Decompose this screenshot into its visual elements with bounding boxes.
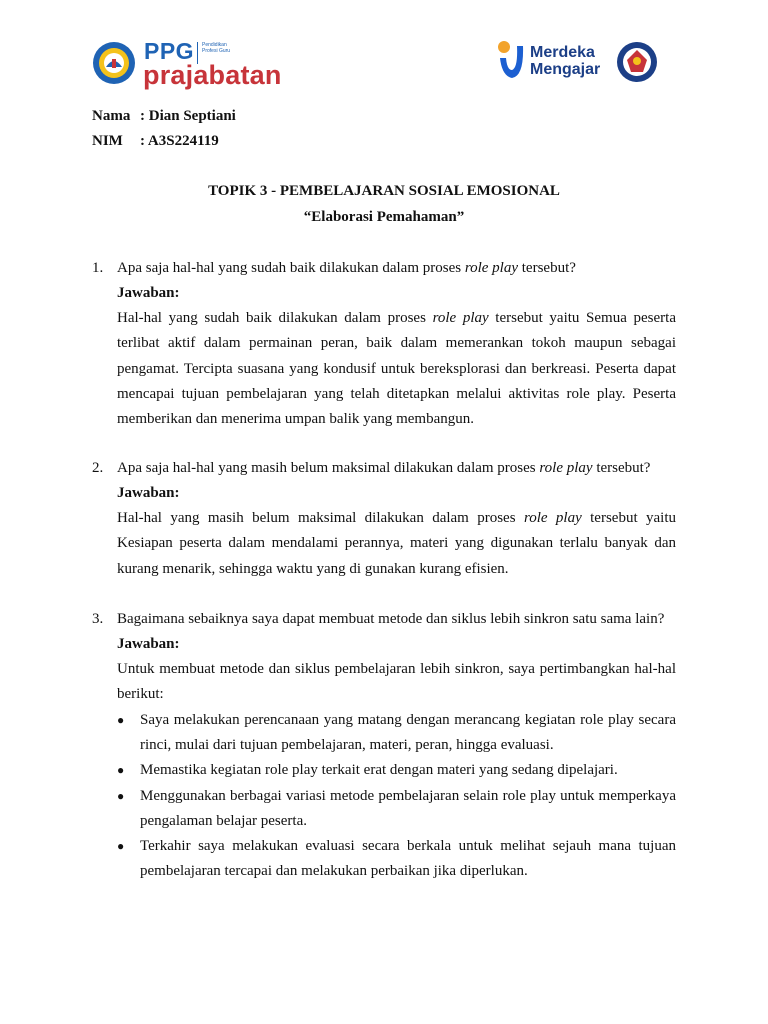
logo-small-text: Pendidikan Profesi Guru: [202, 42, 231, 54]
question-text-part: tersebut?: [592, 460, 651, 476]
answer-label: Jawaban:: [117, 285, 180, 301]
nim-label: NIM: [92, 133, 123, 149]
answer-text-part: Hal-hal yang masih belum maksimal dilakukan dalam proses: [117, 510, 524, 526]
ppg-prajabatan-logo: [92, 38, 282, 90]
merdeka-mengajar-icon: [496, 40, 526, 80]
question-italic-term: role play: [539, 460, 593, 476]
question-number: 1.: [92, 260, 104, 276]
document-subtitle: “Elaborasi Pemahaman”: [303, 209, 465, 225]
list-item: [117, 834, 676, 884]
answer-text-part: tersebut yaitu Semua peserta terlibat aktif dalam permainan peran, baik dalam memerankan tokoh maupun sebagai pengamat. Tercipta suasana yang kondusif untuk bereksplorasi dan berkreasi. Peserta dapat mencapai tujuan pembelajaran yang telah ditetapkan melalui aktivitas role play. Peserta memberikan dan menerima umpan balik yang membangun.: [117, 310, 676, 428]
question-text: [117, 260, 576, 277]
question-text: Bagaimana sebaiknya saya dapat membuat metode dan siklus lebih sinkron satu sama lain?: [117, 611, 665, 627]
document-title: TOPIK 3 - PEMBELAJARAN SOSIAL EMOSIONAL: [208, 183, 560, 199]
question-italic-term: role play: [464, 260, 518, 276]
merdeka-mengajar-text: [530, 44, 600, 78]
answer-2-text: [117, 506, 676, 582]
bullet-icon: ●: [117, 713, 125, 727]
list-item-text: Memastika kegiatan role play terkait erat dengan materi yang sedang dipelajari.: [140, 762, 618, 778]
merdeka-mengajar-logo: [494, 38, 660, 88]
tut-wuri-handayani-seal-icon: [92, 41, 136, 85]
name-value: : Dian Septiani: [140, 108, 236, 124]
list-item-text: Menggunakan berbagai variasi metode pembelajaran selain role play untuk memperkaya pengalaman belajar peserta.: [140, 788, 676, 829]
question-text-part: tersebut?: [518, 260, 576, 276]
university-seal-icon: [616, 38, 658, 86]
list-item-text: Terkahir saya melakukan evaluasi secara berkala untuk melihat sejauh mana tujuan pembelajaran tercapai dan melakukan perbaikan jika diperlukan.: [140, 838, 676, 879]
answer-italic-term: role play: [523, 510, 582, 526]
logo-ppg-text: PPG: [144, 38, 195, 64]
logo-prajabatan-text: prajabatan: [143, 60, 282, 90]
nim-line: [92, 133, 219, 150]
bullet-icon: ●: [117, 839, 125, 853]
name-label: Nama: [92, 108, 131, 124]
bullet-icon: ●: [117, 789, 125, 803]
list-item-text: Saya melakukan perencanaan yang matang dengan merancang kegiatan role play secara rinci, mulai dari tujuan pembelajaran, materi, peran, hingga evaluasi.: [140, 712, 676, 753]
list-item: [117, 708, 676, 758]
list-item: [117, 758, 676, 783]
answer-italic-term: role play: [432, 310, 489, 326]
question-number: 2.: [92, 460, 104, 476]
answer-3-text: Untuk membuat metode dan siklus pembelajaran lebih sinkron, saya pertimbangkan hal-hal berikut:: [117, 661, 676, 703]
answer-label: Jawaban:: [117, 636, 180, 652]
logo-merdeka-text: Merdeka: [530, 44, 595, 61]
question-number: 3.: [92, 611, 104, 627]
question-text-part: Apa saja hal-hal yang sudah baik dilakukan dalam proses: [117, 260, 465, 276]
logo-mengajar-text: Mengajar: [530, 61, 601, 78]
nim-value: : A3S224119: [140, 133, 219, 149]
answer-label: Jawaban:: [117, 485, 180, 501]
answer-1-text: [117, 306, 676, 432]
name-line: [92, 108, 236, 125]
question-text: [117, 460, 650, 477]
question-text-part: Apa saja hal-hal yang masih belum maksimal dilakukan dalam proses: [117, 460, 540, 476]
answer-text-part: tersebut yaitu Kesiapan peserta dalam mendalami perannya, materi yang digunakan terlalu banyak dan kurang menarik, sehingga waktu yang di gunakan kurang efisien.: [117, 510, 676, 577]
answer-text-part: Hal-hal yang sudah baik dilakukan dalam proses: [117, 310, 433, 326]
bullet-icon: ●: [117, 763, 125, 777]
list-item: [117, 784, 676, 834]
